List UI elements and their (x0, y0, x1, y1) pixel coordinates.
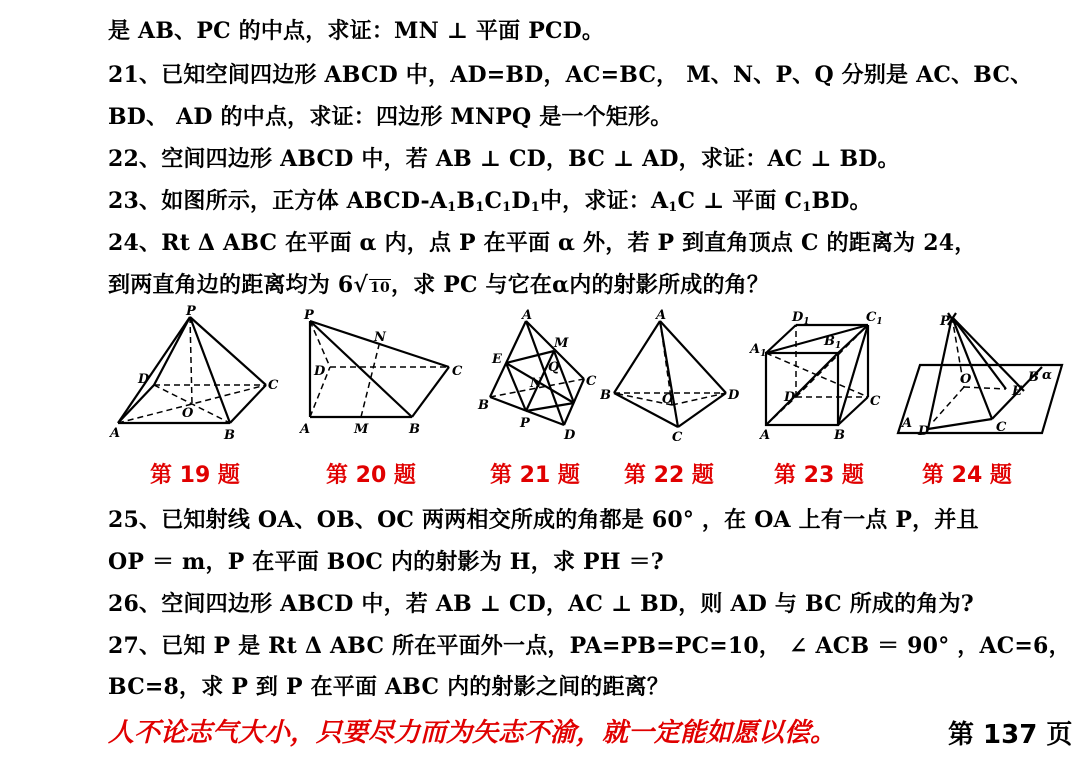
caption-fig-20: 第 20 题 (326, 463, 416, 488)
label-C1: $C_1$ (866, 310, 883, 327)
label-P: P (520, 416, 530, 431)
label-N: N (374, 330, 386, 345)
question-22: 22、空间四边形 ABCD 中，若 AB ⊥ CD，BC ⊥ AD，求证：AC ⊥ BD。 (108, 146, 900, 172)
label-D: D (918, 424, 930, 439)
label-M: M (354, 422, 369, 437)
label-B: B (409, 422, 420, 437)
question-21-cont: BD、 AD 的中点，求证：四边形 MNPQ 是一个矩形。 (108, 104, 673, 130)
question-27: 27、已知 P 是 Rt Δ ABC 所在平面外一点，PA=PB=PC=10， ∠ ACB ＝ 90° ，AC=6， (108, 633, 1071, 659)
figure-24-plane (892, 305, 1068, 445)
label-N: N (530, 376, 542, 391)
label-A: A (522, 308, 533, 323)
label-E: E (492, 352, 502, 367)
label-M: M (554, 336, 569, 351)
label-B: B (224, 428, 235, 443)
figure-21-tetrahedron (468, 305, 598, 445)
page-number: 第 137 页 (948, 720, 1073, 750)
question-25: 25、已知射线 OA、OB、OC 两两相交所成的角都是 60° ，在 OA 上有一点 P，并且 (108, 507, 979, 533)
figure-20-pyramid (294, 305, 474, 445)
label-D: D (314, 364, 326, 379)
caption-fig-24: 第 24 题 (922, 463, 1012, 488)
label-B1: $B_1$ (824, 334, 842, 351)
label-A: A (902, 416, 913, 431)
label-B: B (834, 428, 845, 443)
label-C: C (996, 420, 1007, 435)
label-P: P (186, 305, 196, 319)
footer-motto: 人不论志气大小，只要尽力而为矢志不渝，就一定能如愿以偿。 (108, 718, 837, 748)
figure-19-pyramid (108, 305, 283, 445)
label-D: D (728, 388, 740, 403)
label-A: A (110, 426, 121, 441)
question-26: 26、空间四边形 ABCD 中，若 AB ⊥ CD，AC ⊥ BD，则 AD 与 BC 所成的角为? (108, 591, 974, 617)
label-A1: $A_1$ (750, 342, 767, 359)
label-C: C (870, 394, 881, 409)
caption-fig-22: 第 22 题 (624, 463, 714, 488)
label-O: O (182, 406, 194, 421)
text-line-1: 是 AB、PC 的中点，求证：MN ⊥ 平面 PCD。 (108, 18, 605, 44)
question-24: 24、Rt Δ ABC 在平面 α 内，点 P 在平面 α 外，若 P 到直角顶点 C 的距离为 24， (108, 230, 977, 256)
label-Q: Q (548, 360, 560, 375)
figure-22-tetrahedron (600, 305, 740, 445)
caption-fig-21: 第 21 题 (490, 463, 580, 488)
question-25-cont: OP ＝ m，P 在平面 BOC 内的射影为 H，求 PH ＝? (108, 549, 664, 575)
label-B: B (478, 398, 489, 413)
label-D: D (564, 428, 576, 443)
label-D1: $D_1$ (792, 310, 810, 327)
label-O: O (662, 392, 674, 407)
label-A: A (300, 422, 311, 437)
question-21: 21、已知空间四边形 ABCD 中，AD=BD，AC=BC， M、N、P、Q 分别是 AC、BC、 (108, 62, 1033, 88)
label-C: C (268, 378, 279, 393)
label-C: C (672, 430, 683, 445)
question-24-cont: 到两直角边的距离均为 6√ 10，求 PC 与它在α内的射影所成的角？ (108, 272, 770, 298)
question-27-cont: BC=8，求 P 到 P 在平面 ABC 内的射影之间的距离？ (108, 674, 670, 700)
label-C: C (586, 374, 597, 389)
question-23: 23、如图所示，正方体 ABCD-$A_1B_1C_1D_1$中，求证：$A_1C$ ⊥ 平面 $C_1BD$。 (108, 188, 872, 215)
label-A: A (656, 308, 667, 323)
label-B: B (1028, 370, 1039, 385)
label-D: D (784, 390, 796, 405)
label-P: P (940, 314, 950, 329)
label-E: E (1012, 384, 1022, 399)
label-alpha: α (1042, 368, 1053, 383)
caption-fig-19: 第 19 题 (150, 463, 240, 488)
label-O: O (960, 372, 972, 387)
caption-fig-23: 第 23 题 (774, 463, 864, 488)
figure-row (108, 305, 1068, 450)
label-C: C (452, 364, 463, 379)
label-A: A (760, 428, 771, 443)
label-D: D (138, 372, 150, 387)
label-P: P (304, 308, 314, 323)
figure-23-cube (748, 305, 888, 445)
label-B: B (600, 388, 611, 403)
